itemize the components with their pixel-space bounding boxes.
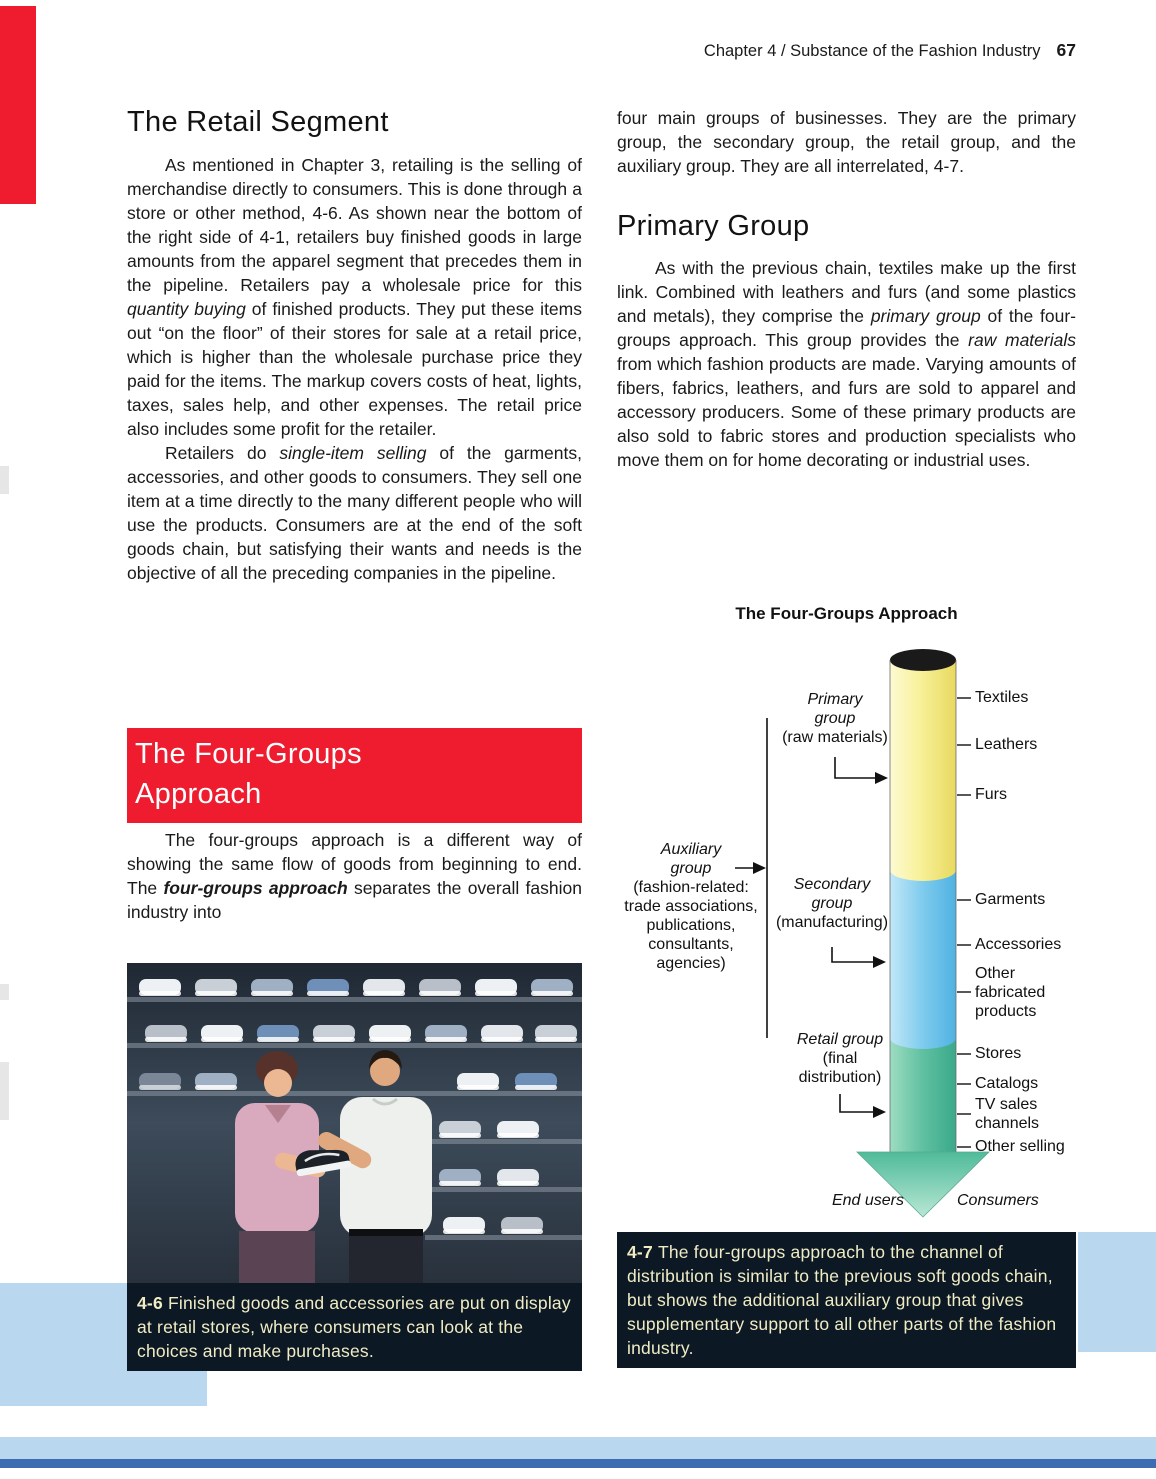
page-edge-mark <box>0 1062 9 1120</box>
retail-segment-heading: The Retail Segment <box>127 106 389 138</box>
figure-4-6-caption: 4-6 Finished goods and accessories are put on display at retail stores, where consumers can look at the choices and make purchases. <box>127 1283 582 1371</box>
item-other-selling: Other selling <box>975 1138 1065 1155</box>
right-edge-blue-block <box>1078 1232 1156 1352</box>
item-catalogs: Catalogs <box>975 1075 1039 1092</box>
four-groups-diagram <box>617 600 1076 1235</box>
page-edge-mark <box>0 466 9 494</box>
retail-paragraph-1: As mentioned in Chapter 3, retailing is the selling of merchandise directly to consumers. This is done through a store or other method, 4-6. As shown near the bottom of the right side of 4-1, retailers buy finished goods in large amounts from the apparel segment that precedes them in the pipeline. Retailers pay a wholesale price for this quantity buying of finished products. They put these items out “on the floor” of their stores for sale at a retail price, which is higher than the wholesale purchase price they paid for the items. The markup covers costs of heat, lights, taxes, sales help, and other expenses. The retail price also includes some profit for the retailer. <box>127 155 582 439</box>
primary-group-paragraph: As with the previous chain, textiles make up the first link. Combined with leathers and furs (and some plastics and metals), they comprise the primary group of the four-groups approach. This group provides the raw materials from which fashion products are made. Varying amounts of fibers, fabrics, leathers, and furs are sold to apparel and accessory producers. Some of these primary products are also sold to fabric stores and production specialists who move them on for home decorating or industrial uses. <box>617 258 1076 470</box>
auxiliary-group-label: Auxiliary group (fashion-related: trade associations, publications, consultants, agencies) <box>624 841 758 972</box>
red-corner-bar <box>0 6 36 204</box>
running-header-text: Chapter 4 / Substance of the Fashion Industry <box>703 42 1041 60</box>
figure-4-7-caption: 4-7 The four-groups approach to the channel of distribution is similar to the previous soft goods chain, but shows the additional auxiliary group that gives supplementary support to all other parts of the fashion industry. <box>617 1232 1076 1368</box>
bottom-blue-strip <box>0 1437 1156 1459</box>
item-garments: Garments <box>975 891 1046 908</box>
item-furs: Furs <box>975 786 1007 803</box>
retail-group-label: Retail group (final distribution) <box>796 1031 884 1086</box>
four-groups-heading-line1: The Four-Groups <box>135 738 362 770</box>
four-groups-paragraph: The four-groups approach is a different way of showing the same flow of goods from beginning to end. The four-groups approach separates the overall fashion industry into <box>127 830 582 922</box>
item-accessories: Accessories <box>975 936 1062 953</box>
item-stores: Stores <box>975 1045 1022 1062</box>
primary-group-label: Primary group (raw materials) <box>782 691 888 746</box>
retail-store-photo <box>127 963 582 1283</box>
shoe-store-illustration <box>127 963 582 1283</box>
item-tv-sales: TV sales channels <box>975 1096 1040 1132</box>
running-header <box>704 40 1076 61</box>
four-groups-continuation-paragraph: four main groups of businesses. They are the primary group, the secondary group, the retail group, and the auxiliary group. They are all interrelated, 4-7. <box>617 108 1076 176</box>
retail-paragraph-2: Retailers do single-item selling of the garments, accessories, and other goods to consumers. They sell one item at a time directly to the many different people who will use the products. Consumers are at the end of the soft goods chain, but satisfying their wants and needs is the objective of all the preceding companies in the pipeline. <box>127 443 582 583</box>
page-edge-mark <box>0 984 9 1000</box>
page-number: 67 <box>1056 40 1076 60</box>
bottom-blue-line <box>0 1459 1156 1468</box>
item-other-fabricated: Other fabricated products <box>975 965 1046 1020</box>
secondary-group-label: Secondary group (manufacturing) <box>775 876 889 931</box>
four-groups-heading-line2: Approach <box>135 778 262 810</box>
end-users-label: End users <box>831 1192 904 1209</box>
item-leathers: Leathers <box>975 736 1038 753</box>
four-groups-heading <box>127 728 582 823</box>
diagram-title: The Four-Groups Approach <box>735 604 958 623</box>
primary-group-heading: Primary Group <box>617 210 810 242</box>
item-textiles: Textiles <box>975 689 1029 706</box>
right-column <box>617 106 1076 472</box>
consumers-label: Consumers <box>957 1192 1039 1209</box>
left-column <box>127 106 582 585</box>
